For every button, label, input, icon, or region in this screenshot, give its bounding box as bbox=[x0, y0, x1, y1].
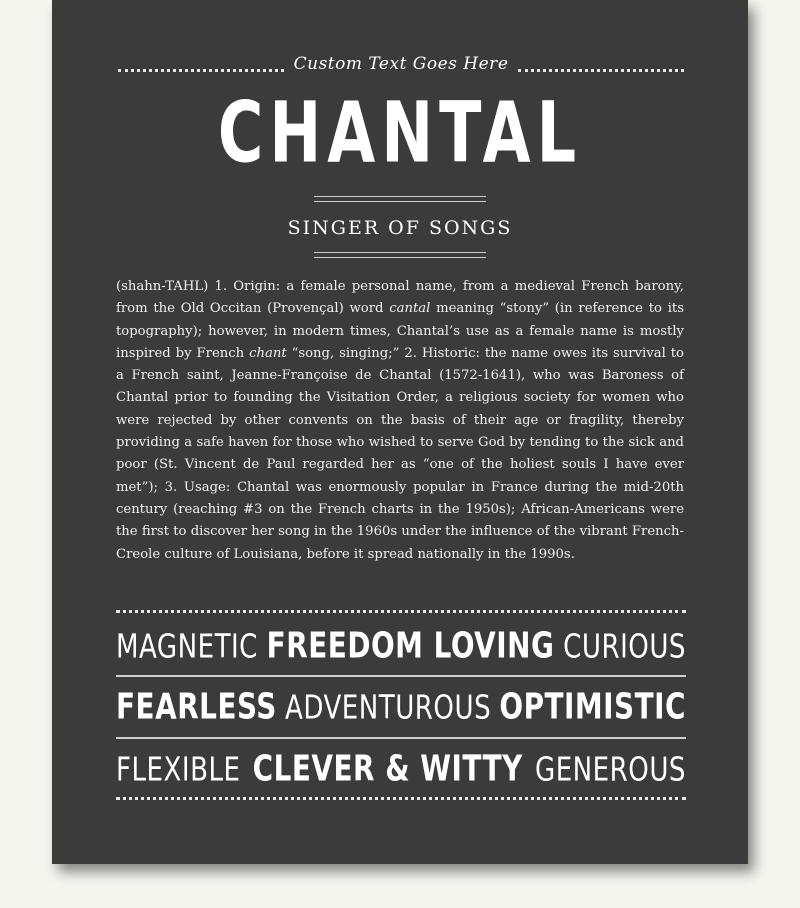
definition-italic-chant: chant bbox=[249, 345, 287, 361]
trait-word: FLEXIBLE bbox=[116, 749, 241, 789]
trait-word: MAGNETIC bbox=[116, 626, 258, 666]
name-meaning: SINGER OF SONGS bbox=[287, 217, 513, 239]
traits-row-3 bbox=[116, 744, 686, 794]
name-poster bbox=[52, 0, 748, 864]
trait-word: CLEVER & WITTY bbox=[252, 748, 523, 790]
definition-italic-cantal: cantal bbox=[389, 301, 431, 317]
title-rule-top-1 bbox=[314, 196, 486, 197]
trait-word: FREEDOM LOVING bbox=[266, 625, 555, 667]
custom-text-row bbox=[118, 54, 684, 80]
traits-row-1 bbox=[116, 621, 686, 671]
title-rule-top-2 bbox=[314, 201, 486, 202]
trait-word: FEARLESS bbox=[116, 686, 277, 728]
definition-text-3: “song, singing;” 2. Historic: the name owes its survival to a French saint, Jeanne-Françoise de Chantal (1572-1641), who was Baroness of Chantal prior to founding the Visitation Order, a religious society for women who were rejected by other convents on the basis of their age or fragility, thereby providing a safe haven for those who wished to serve God by tending to the sick and poor (St. Vincent de Paul regarded her as “one of the holiest souls I have ever met”); 3. Usage: Chantal was enormously popular in France during the mid-20th century (reaching #3 on the French charts in the 1950s); African-Americans were the first to discover her song in the 1960s under the influence of the vibrant French-Creole culture of Louisiana, before it spread nationally in the 1990s. bbox=[116, 345, 684, 562]
meaning-rule-bottom-1 bbox=[314, 252, 486, 253]
custom-text: Custom Text Goes Here bbox=[293, 54, 509, 74]
name-title: CHANTAL bbox=[217, 83, 583, 182]
dotted-divider-right bbox=[518, 69, 684, 72]
trait-word: OPTIMISTIC bbox=[499, 686, 686, 728]
traits-rule-1 bbox=[116, 675, 686, 677]
name-definition bbox=[116, 276, 684, 566]
trait-word: CURIOUS bbox=[563, 626, 686, 666]
traits-rule-2 bbox=[116, 737, 686, 739]
trait-word: ADVENTUROUS bbox=[285, 687, 492, 727]
definition-text-2: meaning “stony” (in reference to its topography); however, in modern times, Chantal’s use as a female name is mostly inspired by French bbox=[116, 301, 684, 361]
traits-dotted-divider-bottom bbox=[116, 797, 686, 800]
trait-word: GENEROUS bbox=[534, 749, 686, 789]
traits-row-2 bbox=[116, 682, 686, 732]
meaning-rule-bottom-2 bbox=[314, 257, 486, 258]
definition-text-1: (shahn-TAHL) 1. Origin: a female personal name, from a medieval French barony, from the Old Occitan (Provençal) word bbox=[116, 279, 684, 317]
traits-dotted-divider-top bbox=[116, 610, 686, 613]
